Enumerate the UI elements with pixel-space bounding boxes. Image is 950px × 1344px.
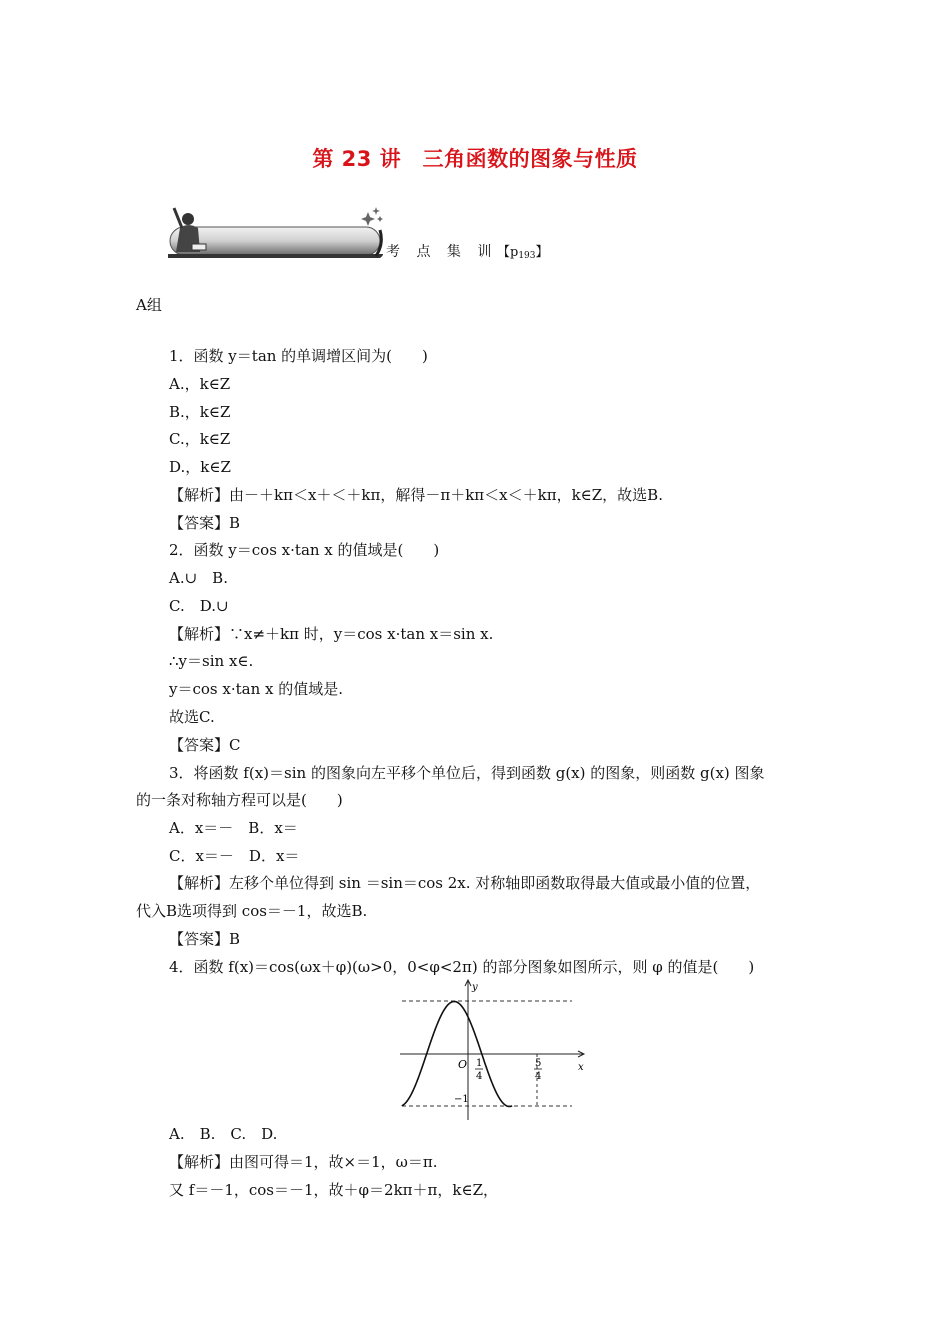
analysis-3-line2: 代入B选项得到 cos＝－1，故选B. — [136, 902, 368, 920]
banner-label: 考 点 集 训 — [386, 244, 498, 260]
answer-1: 【答案】B — [169, 514, 241, 532]
options-2ab: A.∪ B. — [169, 569, 228, 587]
options-2cd: C. D.∪ — [169, 597, 229, 615]
origin-label: O — [458, 1058, 468, 1071]
cosine-graph — [396, 978, 592, 1120]
option-1c: C.，k∈Z — [169, 430, 231, 448]
options-3ab: A．x＝－ B．x＝ — [169, 819, 298, 837]
ymin-label: −1 — [454, 1094, 469, 1105]
option-1d: D.，k∈Z — [169, 458, 231, 476]
question-1: 1．函数 y＝tan 的单调增区间为( ) — [169, 347, 428, 365]
analysis-1: 【解析】由－＋kπ＜x＋＜＋kπ，解得－π＋kπ＜x＜＋kπ，k∈Z，故选B. — [169, 486, 663, 504]
tick-1-numerator: 1 — [476, 1058, 483, 1069]
analysis-4-line2: 又 f＝－1，cos＝－1，故＋φ＝2kπ＋π，k∈Z， — [169, 1181, 499, 1199]
analysis-3: 【解析】左移个单位得到 sin ＝sin＝cos 2x. 对称轴即函数取得最大值或最小值的位置， — [169, 874, 761, 892]
banner-page-ref: 【$p_{193}$】 — [497, 245, 549, 261]
analysis-2-line2: ∴y＝sin x∈. — [169, 652, 254, 670]
question-3: 3．将函数 f(x)＝sin 的图象向左平移个单位后，得到函数 g(x) 的图象，则函数 g(x) 图象 — [169, 764, 765, 782]
tick-2-numerator: 5 — [535, 1058, 542, 1069]
analysis-2-line3: y＝cos x·tan x 的值域是. — [169, 680, 343, 698]
tick-1-denominator: 4 — [476, 1071, 483, 1082]
question-3-line2: 的一条对称轴方程可以是( ) — [136, 791, 343, 809]
option-1b: B.，k∈Z — [169, 403, 231, 421]
answer-2: 【答案】C — [169, 736, 241, 754]
group-label: A组 — [136, 296, 162, 314]
x-axis-label: x — [578, 1062, 584, 1073]
answer-3: 【答案】B — [169, 930, 241, 948]
question-2: 2．函数 y＝cos x·tan x 的值域是( ) — [169, 541, 440, 559]
tick-2-denominator: 4 — [535, 1071, 542, 1082]
y-axis-label: y — [472, 982, 478, 993]
analysis-2: 【解析】∵x≠＋kπ 时，y＝cos x·tan x＝sin x. — [169, 625, 494, 643]
page-title: 第 23 讲 三角函数的图象与性质 — [312, 147, 638, 171]
options-4: A. B. C. D. — [169, 1125, 278, 1143]
options-3cd: C．x＝－ D．x＝ — [169, 847, 300, 865]
analysis-4: 【解析】由图可得＝1，故×＝1，ω＝π. — [169, 1153, 438, 1171]
question-4: 4．函数 f(x)＝cos(ωx＋φ)(ω>0，0<φ<2π) 的部分图象如图所示，则 φ 的值是( ) — [169, 958, 755, 976]
option-1a: A.，k∈Z — [169, 375, 231, 393]
analysis-2-line4: 故选C. — [169, 708, 215, 726]
